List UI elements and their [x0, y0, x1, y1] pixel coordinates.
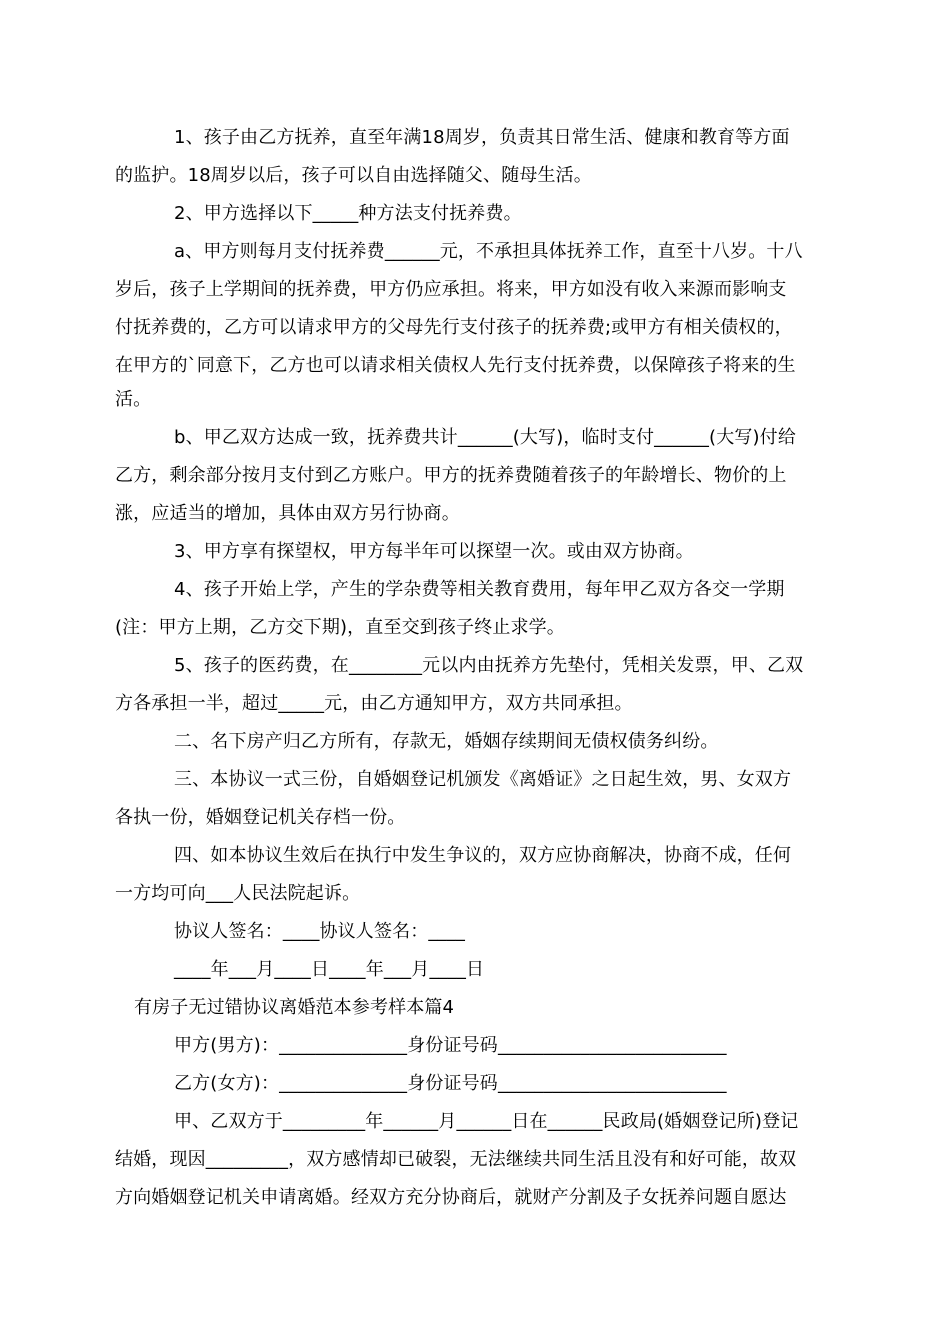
paragraph-line: 岁后，孩子上学期间的抚养费，甲方仍应承担。将来，甲方如没有收入来源而影响支 — [115, 279, 787, 300]
signature-line: 协议人签名：____协议人签名：____ — [174, 921, 465, 942]
paragraph-line: 乙方，剩余部分按月支付到乙方账户。甲方的抚养费随着孩子的年龄增长、物价的上 — [115, 465, 787, 486]
paragraph-line: 4、孩子开始上学，产生的学杂费等相关教育费用，每年甲乙双方各交一学期 — [174, 579, 785, 600]
paragraph-line: 方向婚姻登记机关申请离婚。经双方充分协商后，就财产分割及子女抚养问题自愿达 — [115, 1187, 787, 1208]
paragraph-line: 结婚，现因_________，双方感情却已破裂，无法继续共同生活且没有和好可能，故双 — [115, 1149, 797, 1170]
paragraph-line: 四、如本协议生效后在执行中发生争议的，双方应协商解决，协商不成，任何 — [174, 845, 792, 866]
paragraph-line: 活。 — [115, 389, 152, 410]
paragraph-line: 各执一份，婚姻登记机关存档一份。 — [115, 807, 406, 828]
paragraph-line: 涨，应适当的增加，具体由双方另行协商。 — [115, 503, 460, 524]
paragraph-line: 甲、乙双方于_________年______月______日在______民政局(婚姻登记所)登记 — [174, 1111, 799, 1132]
date-line: ____年___月____日____年___月____日 — [174, 959, 485, 980]
paragraph-line: 付抚养费的，乙方可以请求甲方的父母先行支付孩子的抚养费;或甲方有相关债权的， — [115, 317, 793, 338]
paragraph-line: b、甲乙双方达成一致，抚养费共计______(大写)，临时支付______(大写)付给 — [174, 427, 796, 448]
section-heading: 有房子无过错协议离婚范本参考样本篇4 — [134, 997, 455, 1018]
paragraph-line: 在甲方的`同意下，乙方也可以请求相关债权人先行支付抚养费，以保障孩子将来的生 — [115, 355, 796, 376]
paragraph-line: 方各承担一半，超过_____元，由乙方通知甲方，双方共同承担。 — [115, 693, 633, 714]
paragraph-line: 5、孩子的医药费，在________元以内由抚养方先垫付，凭相关发票，甲、乙双 — [174, 655, 804, 676]
paragraph-line: 2、甲方选择以下_____种方法支付抚养费。 — [174, 203, 522, 224]
paragraph-line: 一方均可向___人民法院起诉。 — [115, 883, 361, 904]
paragraph-line: (注：甲方上期，乙方交下期)，直至交到孩子终止求学。 — [115, 617, 565, 638]
paragraph-line: a、甲方则每月支付抚养费______元，不承担具体抚养工作，直至十八岁。十八 — [174, 241, 803, 262]
paragraph-line: 二、名下房产归乙方所有，存款无，婚姻存续期间无债权债务纠纷。 — [174, 731, 719, 752]
paragraph-line: 三、本协议一式三份，自婚姻登记机颁发《离婚证》之日起生效，男、女双方 — [174, 769, 792, 790]
party-b-line: 乙方(女方)：______________身份证号码_________________________ — [174, 1073, 727, 1094]
paragraph-line: 3、甲方享有探望权，甲方每半年可以探望一次。或由双方协商。 — [174, 541, 694, 562]
paragraph-line: 1、孩子由乙方抚养，直至年满18周岁，负责其日常生活、健康和教育等方面 — [174, 127, 790, 148]
party-a-line: 甲方(男方)：______________身份证号码_________________________ — [174, 1035, 727, 1056]
paragraph-line: 的监护。18周岁以后，孩子可以自由选择随父、随母生活。 — [115, 165, 592, 186]
